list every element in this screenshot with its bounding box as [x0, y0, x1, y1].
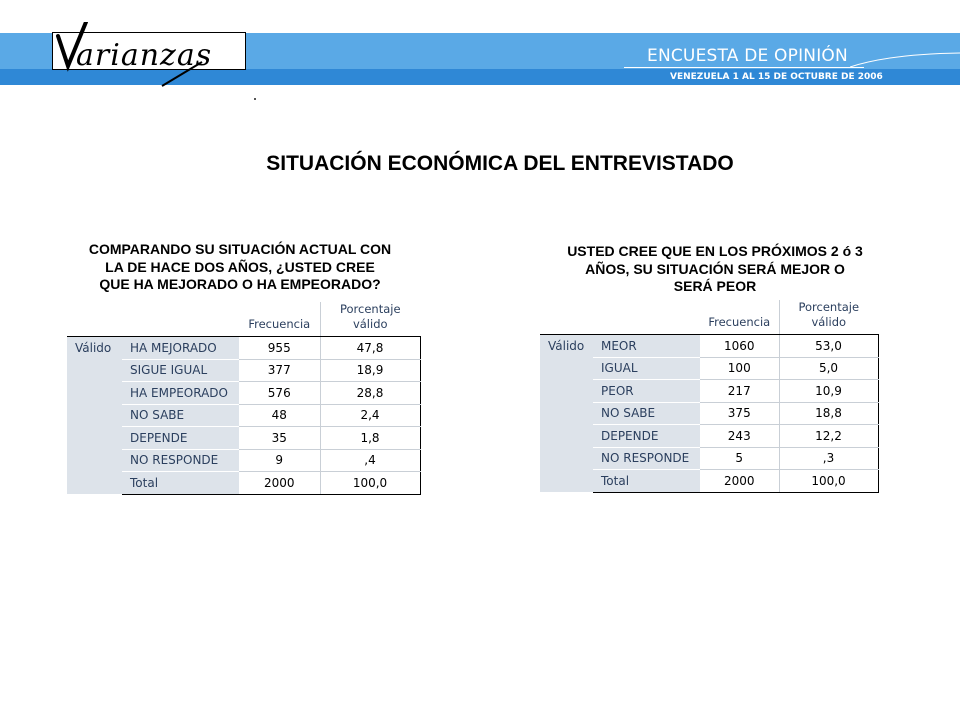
row-porcentaje: ,4: [320, 449, 420, 472]
header-porcentaje-line: válido: [352, 317, 388, 331]
row-porcentaje: 28,8: [320, 382, 420, 405]
question-2-title: [530, 243, 900, 296]
page-title: SITUACIÓN ECONÓMICA DEL ENTREVISTADO: [266, 152, 734, 175]
question-1-line: LA DE HACE DOS AÑOS, ¿USTED CREE: [105, 258, 375, 275]
header-porcentaje-line: Porcentaje: [798, 300, 860, 314]
row-porcentaje: 12,2: [779, 425, 878, 448]
row-porcentaje: 5,0: [779, 357, 878, 380]
row-porcentaje: 18,8: [779, 402, 878, 425]
header-porcentaje-line: válido: [811, 315, 847, 329]
row-porcentaje: 53,0: [779, 335, 878, 358]
row-frecuencia-total: 2000: [239, 472, 320, 495]
row-label: HA EMPEORADO: [122, 382, 239, 405]
row-label: SIGUE IGUAL: [122, 359, 239, 382]
row-label: MEOR: [593, 335, 700, 358]
question-2-line: USTED CREE QUE EN LOS PRÓXIMOS 2 ó 3: [567, 243, 863, 259]
row-porcentaje: 10,9: [779, 380, 878, 403]
row-label: DEPENDE: [122, 427, 239, 450]
question-1-title: [60, 241, 420, 294]
row-label: NO SABE: [593, 402, 700, 425]
question-1-line: COMPARANDO SU SITUACIÓN ACTUAL CON: [88, 241, 392, 257]
row-porcentaje: 18,9: [320, 359, 420, 382]
header-porcentaje: [779, 300, 878, 335]
row-frecuencia-total: 2000: [700, 470, 779, 493]
row-frecuencia: 377: [239, 359, 320, 382]
row-frecuencia: 576: [239, 382, 320, 405]
row-label-total: Total: [593, 470, 700, 493]
question-2-line: AÑOS, SU SITUACIÓN SERÁ MEJOR O: [585, 260, 845, 277]
row-label: DEPENDE: [593, 425, 700, 448]
survey-title: ENCUESTA DE OPINIÓN: [647, 46, 848, 66]
row-porcentaje: ,3: [779, 447, 878, 470]
row-label: PEOR: [593, 380, 700, 403]
header-blank: [67, 302, 122, 337]
row-label: NO RESPONDE: [593, 447, 700, 470]
header-blank: [593, 300, 700, 335]
row-frecuencia: 243: [700, 425, 779, 448]
row-frecuencia: 100: [700, 357, 779, 380]
question-2-line: SERÁ PEOR: [673, 278, 757, 294]
header-frecuencia: [239, 302, 320, 337]
header-frecuencia-text: Frecuencia: [248, 317, 311, 331]
header-divider: [624, 67, 864, 68]
question-1-line: QUE HA MEJORADO O HA EMPEORADO?: [99, 276, 381, 292]
table-row: [67, 337, 420, 360]
row-frecuencia: 9: [239, 449, 320, 472]
row-porcentaje: 1,8: [320, 427, 420, 450]
header-blank: [540, 300, 593, 335]
survey-date: VENEZUELA 1 AL 15 DE OCTUBRE DE 2006: [670, 72, 883, 82]
header-porcentaje: [320, 302, 420, 337]
header-porcentaje-line: Porcentaje: [339, 302, 401, 316]
row-label: IGUAL: [593, 357, 700, 380]
row-label: HA MEJORADO: [122, 337, 239, 360]
row-porcentaje-total: 100,0: [320, 472, 420, 495]
row-label-total: Total: [122, 472, 239, 495]
table-row: [540, 335, 878, 358]
header-frecuencia-text: Frecuencia: [708, 315, 771, 329]
row-frecuencia: 1060: [700, 335, 779, 358]
frequency-table-2: [540, 300, 879, 493]
row-label: NO RESPONDE: [122, 449, 239, 472]
row-porcentaje-total: 100,0: [779, 470, 878, 493]
group-label-valido: Válido: [67, 337, 122, 495]
row-label: NO SABE: [122, 404, 239, 427]
group-label-valido: Válido: [540, 335, 593, 493]
row-frecuencia: 955: [239, 337, 320, 360]
row-frecuencia: 375: [700, 402, 779, 425]
row-porcentaje: 47,8: [320, 337, 420, 360]
logo-wordmark: arianzas: [76, 38, 213, 73]
row-frecuencia: 48: [239, 404, 320, 427]
table-header-row: [67, 302, 420, 337]
row-frecuencia: 35: [239, 427, 320, 450]
header-swoosh-icon: [850, 52, 960, 72]
frequency-table-1: [67, 302, 421, 495]
header-blank: [122, 302, 239, 337]
header-frecuencia: [700, 300, 779, 335]
varianzas-logo: [52, 22, 248, 88]
row-frecuencia: 217: [700, 380, 779, 403]
stray-dot: [254, 98, 256, 100]
row-frecuencia: 5: [700, 447, 779, 470]
row-porcentaje: 2,4: [320, 404, 420, 427]
table-header-row: [540, 300, 878, 335]
